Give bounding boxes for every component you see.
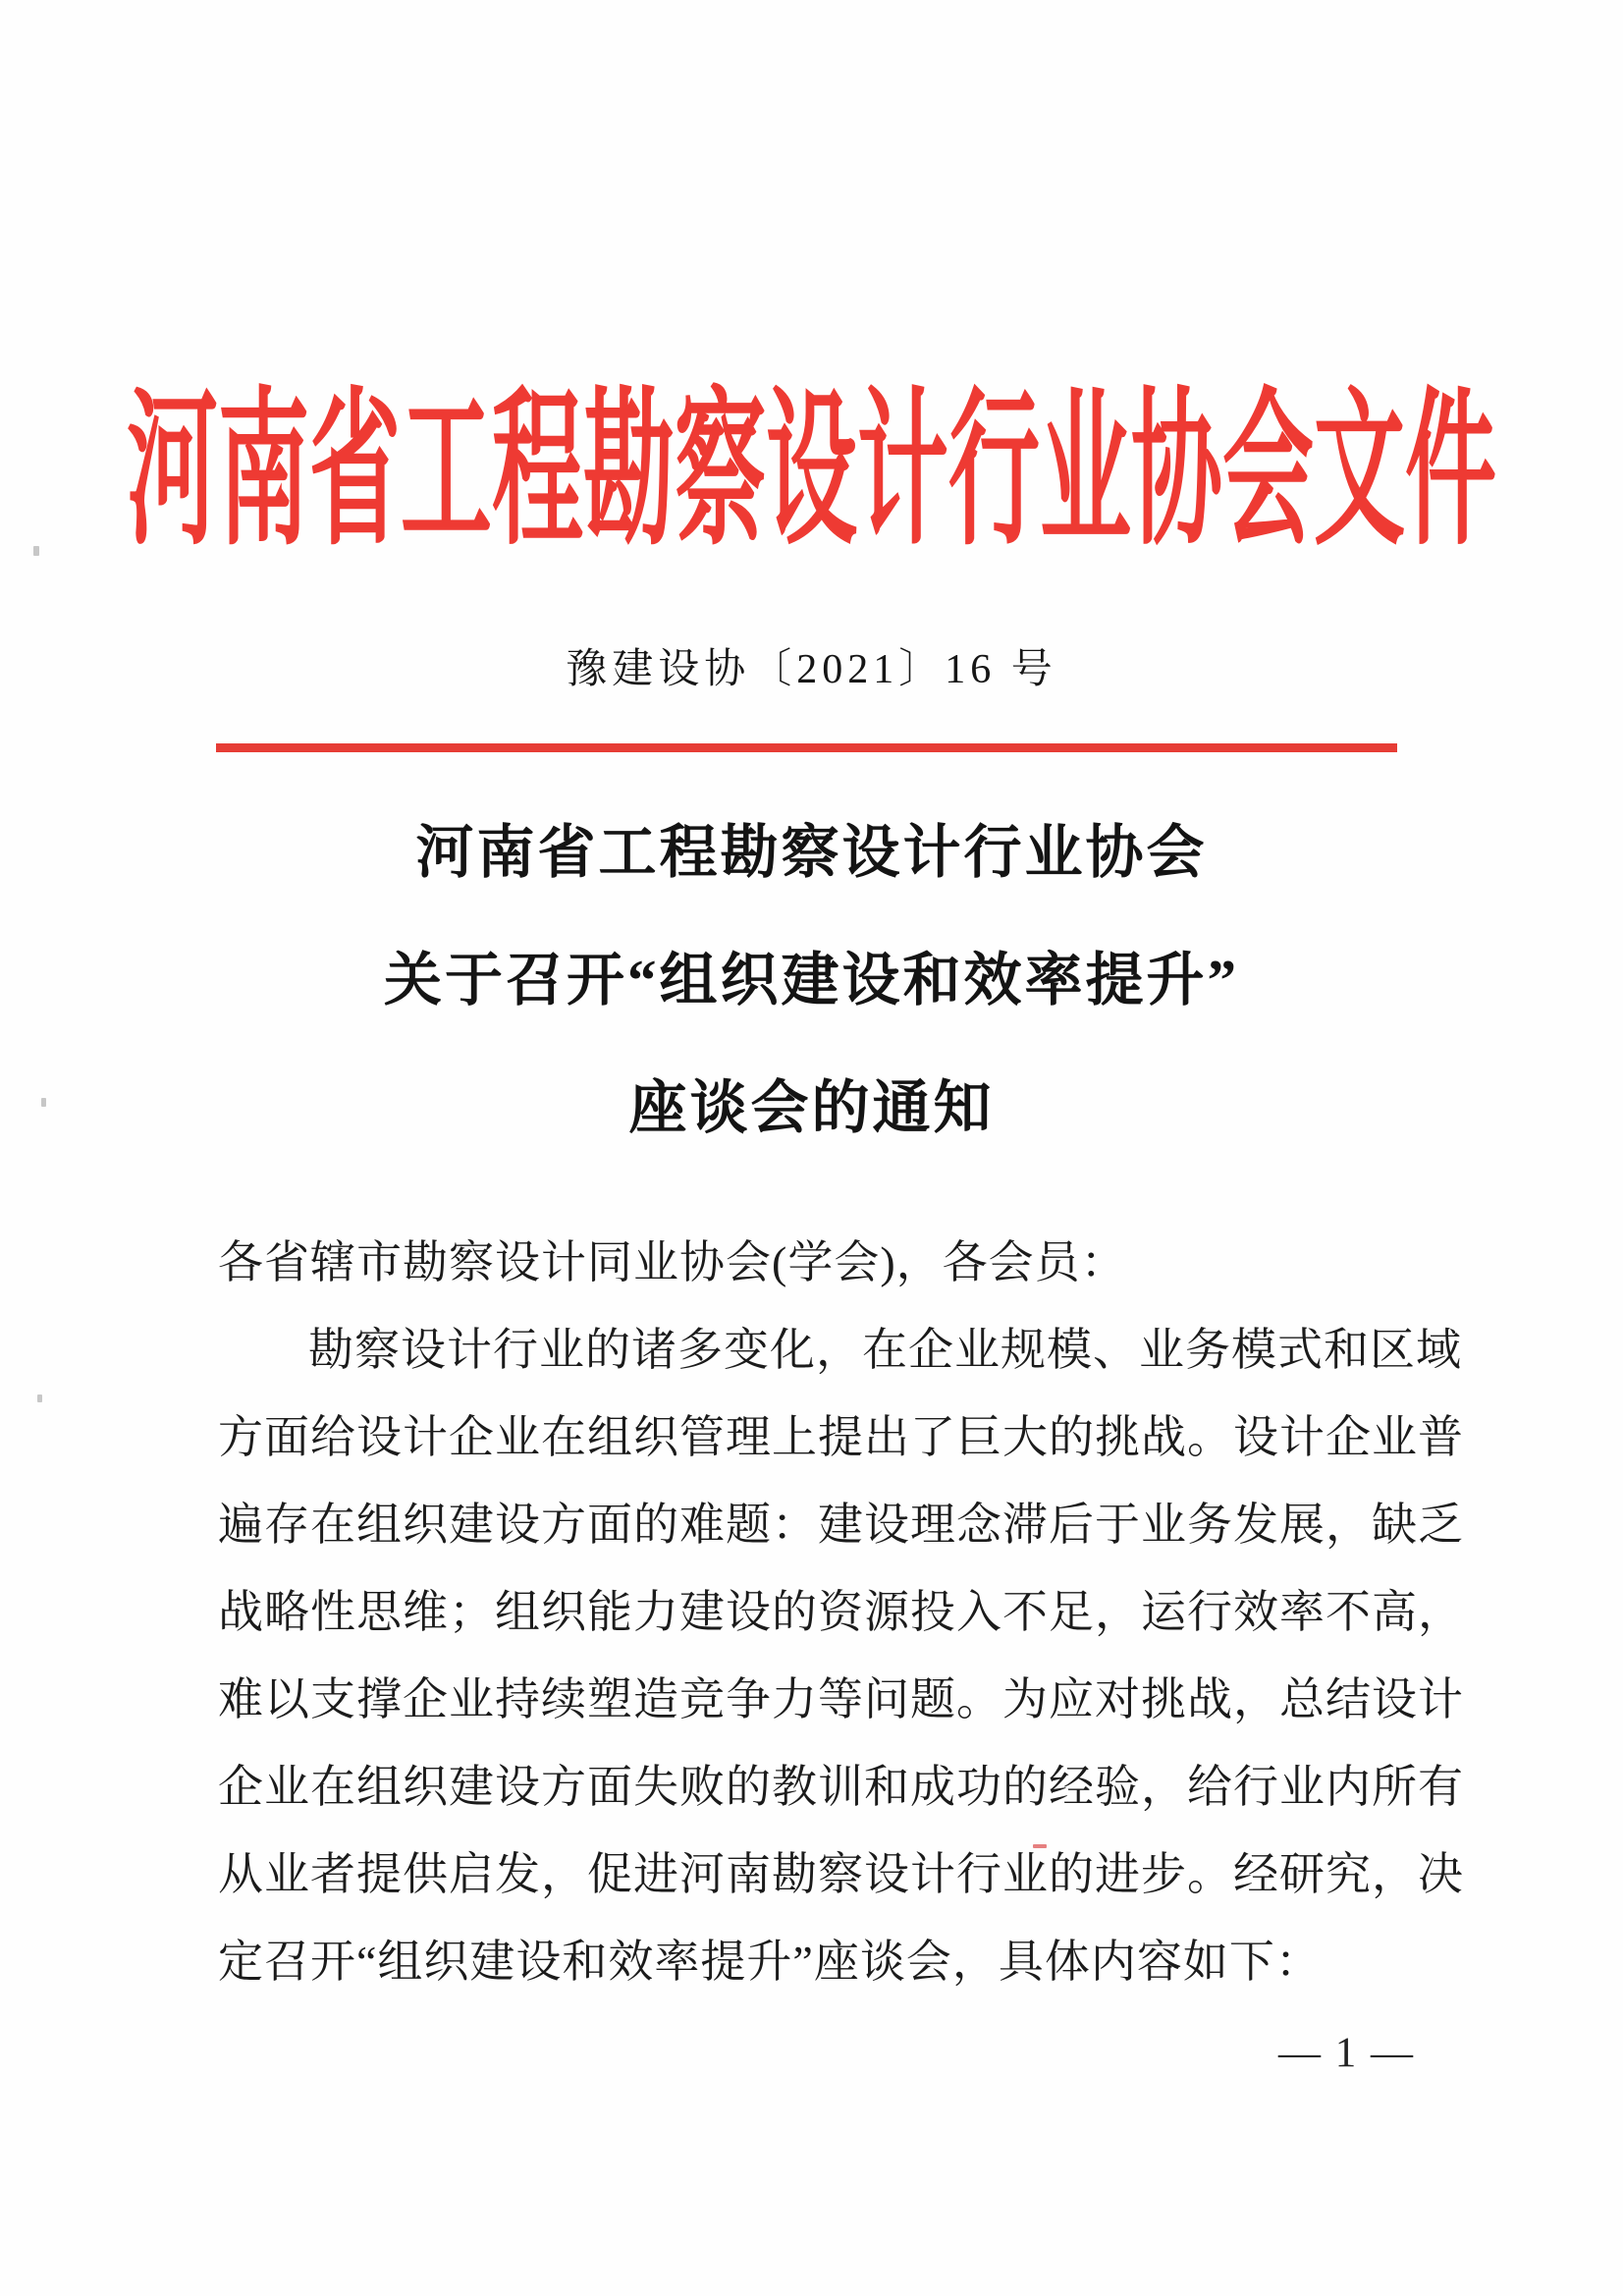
red-divider-rule: [216, 743, 1397, 752]
salutation-line: 各省辖市勘察设计同业协会(学会)，各会员：: [218, 1237, 1127, 1287]
notice-title: [0, 789, 1623, 1172]
letterhead-title: 河南省工程勘察设计行业协会文件: [127, 379, 1496, 567]
body-line: 定召开“组织建设和效率提升”座谈会，具体内容如下：: [218, 1937, 1322, 1987]
page-number: — 1 —: [1278, 2030, 1415, 2076]
body-line: 方面给设计企业在组织管理上提出了巨大的挑战。设计企业普: [218, 1412, 1464, 1462]
red-letterhead: [0, 334, 1623, 567]
body-line: 战略性思维；组织能力建设的资源投入不足，运行效率不高，: [218, 1587, 1464, 1637]
scan-speck: [41, 1098, 46, 1107]
body-line: 企业在组织建设方面失败的教训和成功的经验，给行业内所有: [218, 1762, 1464, 1812]
body-line: 遍存在组织建设方面的难题：建设理念滞后于业务发展，缺乏: [218, 1500, 1464, 1550]
notice-title-line-3: 座谈会的通知: [628, 1075, 995, 1140]
body-line: 从业者提供启发，促进河南勘察设计行业的进步。经研究，决: [218, 1849, 1464, 1899]
body-line: 难以支撑企业持续塑造竞争力等问题。为应对挑战，总结设计: [218, 1674, 1464, 1724]
scan-speck-red: [1033, 1844, 1047, 1848]
notice-title-line-1: 河南省工程勘察设计行业协会: [415, 820, 1208, 885]
scan-speck: [37, 1394, 42, 1402]
scan-speck: [33, 546, 39, 556]
document-reference-number: 豫建设协〔2021〕16 号: [566, 647, 1057, 692]
notice-body: [218, 1219, 1464, 2005]
body-line: 勘察设计行业的诸多变化，在企业规模、业务模式和区域: [308, 1325, 1462, 1375]
notice-title-line-2: 关于召开“组织建设和效率提升”: [383, 948, 1239, 1012]
